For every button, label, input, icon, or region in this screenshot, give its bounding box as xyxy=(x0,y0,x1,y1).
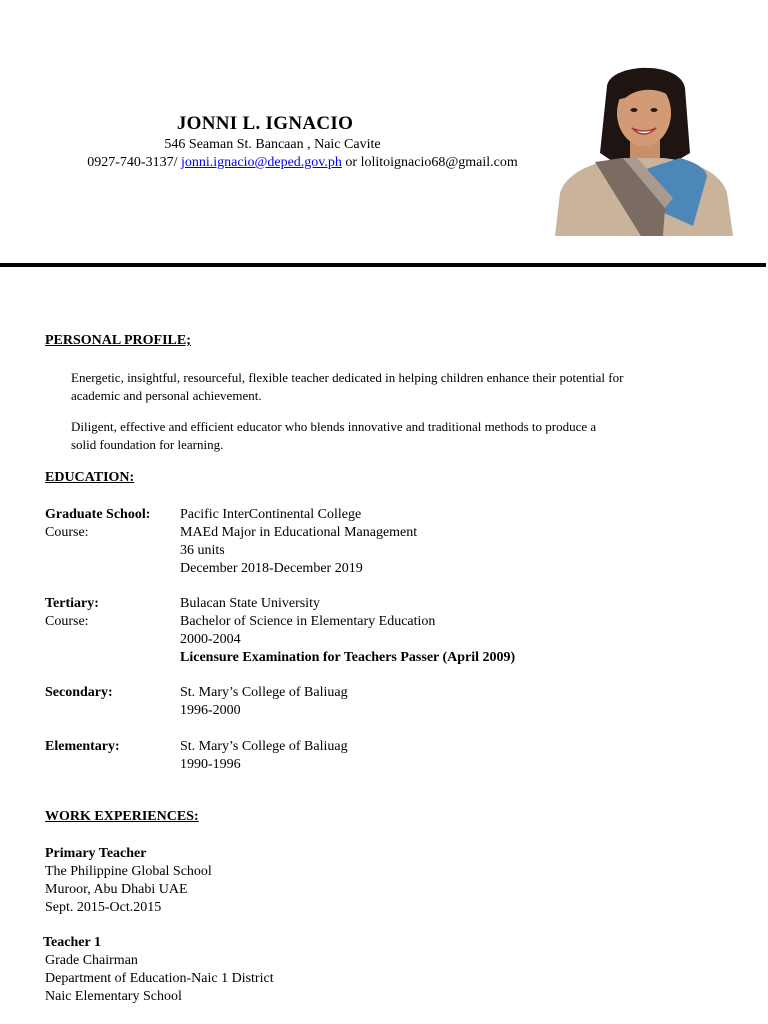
applicant-address: 546 Seaman St. Bancaan , Naic Cavite xyxy=(164,137,381,152)
graduate-units: 36 units xyxy=(180,543,225,558)
elementary-label: Elementary: xyxy=(45,739,120,754)
applicant-name: JONNI L. IGNACIO xyxy=(176,113,354,134)
job-title: Teacher 1 xyxy=(43,935,101,950)
work-heading-text: WORK EXPERIENCES xyxy=(45,809,194,824)
or-text: or xyxy=(345,155,358,170)
applicant-photo xyxy=(555,58,733,236)
secondary-details xyxy=(180,684,348,720)
course-label: Course: xyxy=(45,614,89,629)
job-entry xyxy=(45,845,212,917)
tertiary-dates: 2000-2004 xyxy=(180,632,241,647)
education-heading xyxy=(45,470,134,486)
job-line: Sept. 2015-Oct.2015 xyxy=(45,900,162,915)
personal-profile-heading: PERSONAL PROFILE; xyxy=(45,333,191,348)
graduate-course: MAEd Major in Educational Management xyxy=(180,525,418,540)
job-entry xyxy=(43,934,274,1006)
work-heading-colon: : xyxy=(193,809,199,824)
secondary-label: Secondary: xyxy=(45,685,113,700)
graduate-label: Graduate School: xyxy=(45,507,151,522)
work-heading xyxy=(45,809,199,825)
tertiary-label: Tertiary: xyxy=(45,596,99,611)
job-line: The Philippine Global School xyxy=(45,864,212,879)
elementary-dates: 1990-1996 xyxy=(180,757,241,772)
education-heading-colon: : xyxy=(129,470,135,485)
job-line: Department of Education-Naic 1 District xyxy=(45,971,274,986)
graduate-school: Pacific InterContinental College xyxy=(180,507,362,522)
profile-item-line: academic and personal achievement. xyxy=(71,388,262,403)
job-line: Muroor, Abu Dhabi UAE xyxy=(45,882,188,897)
tertiary-school: Bulacan State University xyxy=(180,596,320,611)
secondary-school: St. Mary’s College of Baliuag xyxy=(180,685,348,700)
secondary-dates: 1996-2000 xyxy=(180,703,241,718)
tertiary-course: Bachelor of Science in Elementary Education xyxy=(180,614,436,629)
course-label: Course: xyxy=(45,525,89,540)
job-title: Primary Teacher xyxy=(45,846,147,861)
tertiary-details xyxy=(180,595,515,667)
header-divider xyxy=(0,263,766,267)
email-link-primary[interactable]: jonni.ignacio@deped.gov.ph xyxy=(180,155,342,170)
licensure-note: Licensure Examination for Teachers Passer (April 2009) xyxy=(180,650,516,665)
phone-number: 0927-740-3137/ xyxy=(87,155,178,170)
elementary-school: St. Mary’s College of Baliuag xyxy=(180,739,348,754)
education-heading-text: EDUCATION xyxy=(45,470,130,485)
profile-item xyxy=(71,369,721,405)
profile-item-line: Energetic, insightful, resourceful, flexible teacher dedicated in helping children enhance their potential for xyxy=(71,370,624,385)
contact-line xyxy=(0,155,605,171)
graduate-dates: December 2018-December 2019 xyxy=(180,561,363,576)
job-line: Naic Elementary School xyxy=(45,989,182,1004)
job-line: Grade Chairman xyxy=(45,953,138,968)
profile-item xyxy=(71,418,721,454)
graduate-details xyxy=(180,506,417,578)
profile-item-line: Diligent, effective and efficient educator who blends innovative and traditional methods to produce a xyxy=(71,419,597,434)
profile-item-line: solid foundation for learning. xyxy=(71,437,224,452)
elementary-details xyxy=(180,738,348,774)
email-secondary: lolitoignacio68@gmail.com xyxy=(360,155,518,170)
